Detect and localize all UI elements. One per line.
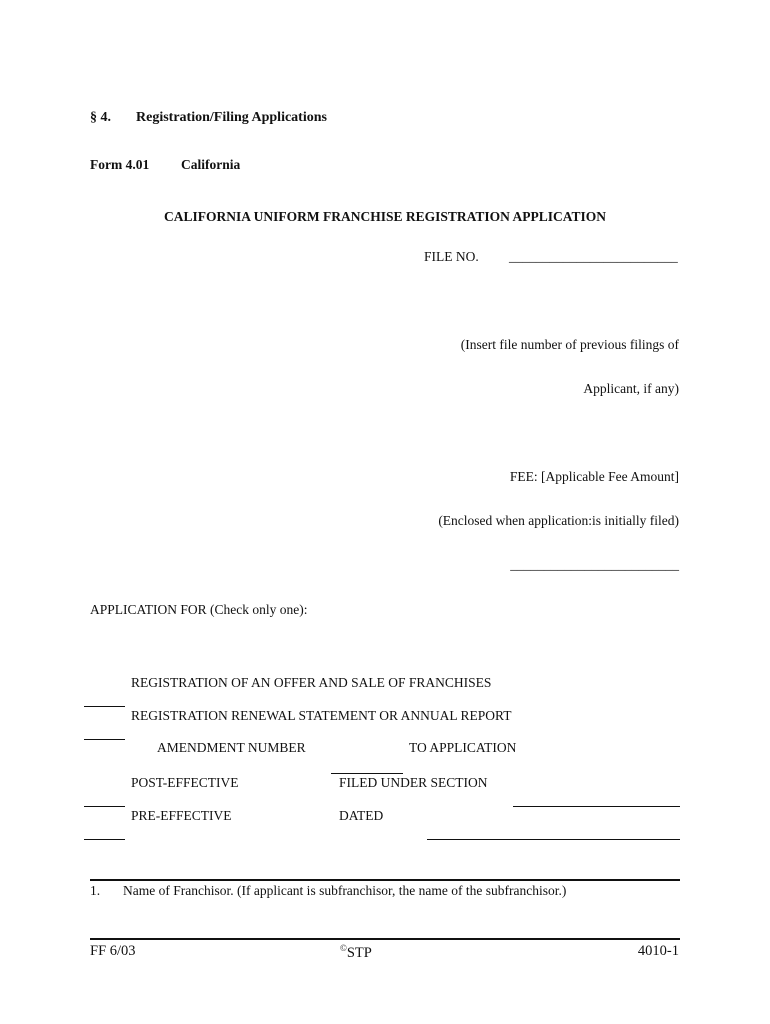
form-number: Form 4.01: [90, 157, 150, 172]
fee-blank[interactable]: _________________________: [510, 557, 679, 572]
fee-label: FEE: [Applicable Fee Amount]: [509, 469, 679, 484]
filed-under-section-label: FILED UNDER SECTION: [339, 775, 488, 790]
footer-rule: [90, 938, 680, 940]
option-renewal-label: REGISTRATION RENEWAL STATEMENT OR ANNUAL REPORT: [131, 708, 512, 723]
pre-effective-check-blank[interactable]: [84, 839, 125, 840]
registration-check-blank[interactable]: [84, 706, 125, 707]
fee-note: (Enclosed when application:is initially filed): [438, 513, 679, 528]
file-no-note-line1: (Insert file number of previous filings of: [460, 337, 679, 352]
footer-center: [340, 943, 372, 962]
footer-right: 4010-1: [637, 943, 679, 959]
copyright-symbol: ©: [340, 943, 347, 953]
form-title: CALIFORNIA UNIFORM FRANCHISE REGISTRATION APPLICATION: [163, 209, 607, 224]
form-state: California: [181, 157, 241, 172]
item1-number: 1.: [90, 883, 101, 898]
item1-top-rule: [90, 879, 680, 881]
post-effective-check-blank[interactable]: [84, 806, 125, 807]
to-application-label: TO APPLICATION: [409, 740, 517, 755]
file-no-blank[interactable]: _________________________: [509, 249, 678, 264]
item1-text: Name of Franchisor. (If applicant is subfranchisor, the name of the subfranchisor.): [123, 883, 567, 898]
filed-under-section-blank[interactable]: [513, 806, 680, 807]
application-for-label: APPLICATION FOR (Check only one):: [90, 602, 308, 617]
option-amendment-label: AMENDMENT NUMBER: [157, 740, 306, 755]
footer-center-text: STP: [346, 944, 372, 961]
section-number: § 4.: [90, 110, 111, 125]
footer-left: FF 6/03: [90, 943, 136, 959]
dated-label: DATED: [339, 808, 384, 823]
amendment-number-blank[interactable]: [331, 773, 403, 774]
dated-blank[interactable]: [427, 839, 680, 840]
option-post-effective-label: POST-EFFECTIVE: [131, 775, 239, 790]
option-pre-effective-label: PRE-EFFECTIVE: [131, 808, 232, 823]
section-title: Registration/Filing Applications: [136, 110, 327, 125]
file-no-note-line2: Applicant, if any): [583, 381, 679, 396]
option-registration-label: REGISTRATION OF AN OFFER AND SALE OF FRANCHISES: [131, 675, 492, 690]
file-no-label: FILE NO.: [424, 249, 479, 264]
renewal-check-blank[interactable]: [84, 739, 125, 740]
